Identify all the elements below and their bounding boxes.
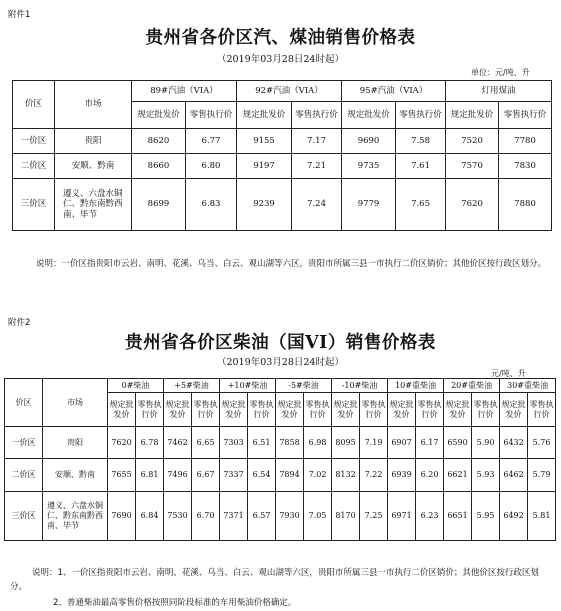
- price-cell: 6.67: [192, 459, 220, 492]
- price-cell: 6.78: [136, 427, 164, 459]
- price-cell: 8095: [332, 427, 360, 459]
- price-cell: 7780: [499, 129, 552, 154]
- table2-note-2: 2、普通柴油最高零售价格按照同阶段标准的车用柴油价格确定。: [53, 598, 297, 608]
- price-cell: 6.20: [416, 459, 444, 492]
- header-retail: 零售执行价: [416, 393, 444, 427]
- price-cell: 6.65: [192, 427, 220, 459]
- price-cell: 6907: [388, 427, 416, 459]
- price-cell: 8660: [132, 154, 186, 179]
- header-retail: 零售执行价: [186, 102, 237, 129]
- price-cell: 7303: [220, 427, 248, 459]
- zone-cell: 一价区: [13, 129, 55, 154]
- price-cell: 6.17: [416, 427, 444, 459]
- price-cell: 9779: [342, 179, 396, 231]
- price-cell: 9155: [237, 129, 292, 154]
- price-cell: 7570: [446, 154, 499, 179]
- price-cell: 6590: [444, 427, 472, 459]
- price-cell: 7858: [276, 427, 304, 459]
- header-group: 30#重柴油: [500, 379, 556, 393]
- market-cell: 安顺、黔南: [55, 154, 132, 179]
- price-cell: 7.02: [304, 459, 332, 492]
- annex-label-1: 附件1: [8, 10, 31, 20]
- price-cell: 8170: [332, 492, 360, 541]
- price-cell: 5.93: [472, 459, 500, 492]
- zone-cell: 一价区: [5, 427, 43, 459]
- header-group: 92#汽油（VIA）: [237, 81, 342, 102]
- table1-note: 说明：一价区指贵阳市云岩、南明、花溪、乌当、白云、观山湖等六区，贵阳市所属三县一市执行二价区销价；其他价区按行政区划分。: [36, 259, 547, 269]
- zone-cell: 三价区: [5, 492, 43, 541]
- price-cell: 7.65: [396, 179, 446, 231]
- table2-title: 贵州省各价区柴油（国VI）销售价格表: [125, 333, 436, 353]
- price-cell: 7337: [220, 459, 248, 492]
- price-cell: 7.05: [304, 492, 332, 541]
- price-cell: 5.90: [472, 427, 500, 459]
- table1-subtitle: （2019年03月28日24时起）: [217, 54, 344, 65]
- table-row: [13, 129, 552, 154]
- header-retail: 零售执行价: [192, 393, 220, 427]
- price-cell: 7.25: [360, 492, 388, 541]
- price-cell: 7930: [276, 492, 304, 541]
- price-cell: 6.70: [192, 492, 220, 541]
- header-retail: 零售执行价: [528, 393, 556, 427]
- price-cell: 8699: [132, 179, 186, 231]
- header-wholesale: 规定批发价: [220, 393, 248, 427]
- price-cell: 8132: [332, 459, 360, 492]
- table1-unit: 单位：元/吨、升: [471, 68, 530, 77]
- header-wholesale: 规定批发价: [276, 393, 304, 427]
- header-group: -10#柴油: [332, 379, 388, 393]
- annex-label-2: 附件2: [8, 318, 31, 328]
- header-wholesale: 规定批发价: [132, 102, 186, 129]
- price-cell: 5.79: [528, 459, 556, 492]
- price-cell: 5.95: [472, 492, 500, 541]
- table-row: [5, 492, 556, 541]
- price-cell: 6.80: [186, 154, 237, 179]
- header-wholesale: 规定批发价: [444, 393, 472, 427]
- header-retail: 零售执行价: [292, 102, 342, 129]
- header-group: 10#重柴油: [388, 379, 444, 393]
- market-cell: 贵阳: [55, 129, 132, 154]
- table2-subtitle: （2019年03月28日24时起）: [217, 357, 344, 368]
- price-cell: 7530: [164, 492, 192, 541]
- table1-title: 贵州省各价区汽、煤油销售价格表: [145, 28, 416, 48]
- price-cell: 8620: [132, 129, 186, 154]
- price-cell: 7.19: [360, 427, 388, 459]
- table-row: [13, 154, 552, 179]
- header-retail: 零售执行价: [499, 102, 552, 129]
- header-retail: 零售执行价: [248, 393, 276, 427]
- header-wholesale: 规定批发价: [164, 393, 192, 427]
- price-cell: 7371: [220, 492, 248, 541]
- header-wholesale: 规定批发价: [342, 102, 396, 129]
- market-cell: 遵义、六盘水铜仁、黔东南黔西南、毕节: [43, 492, 108, 541]
- price-cell: 7690: [108, 492, 136, 541]
- header-market: 市场: [55, 81, 132, 129]
- price-cell: 7.17: [292, 129, 342, 154]
- market-cell: 遵义、六盘水铜仁、黔东南黔西南、毕节: [55, 179, 132, 231]
- header-group: 89#汽油（VIA）: [132, 81, 237, 102]
- header-wholesale: 规定批发价: [108, 393, 136, 427]
- header-group: 灯用煤油: [446, 81, 552, 102]
- price-cell: 6.51: [248, 427, 276, 459]
- price-cell: 7655: [108, 459, 136, 492]
- header-wholesale: 规定批发价: [237, 102, 292, 129]
- header-zone: 价区: [13, 81, 55, 129]
- price-cell: 6.98: [304, 427, 332, 459]
- diesel-price-table: [4, 378, 556, 541]
- price-cell: 6939: [388, 459, 416, 492]
- price-cell: 6432: [500, 427, 528, 459]
- table-row: [13, 179, 552, 231]
- price-cell: 6.77: [186, 129, 237, 154]
- header-group: +5#柴油: [164, 379, 220, 393]
- header-group: +10#柴油: [220, 379, 276, 393]
- price-cell: 6492: [500, 492, 528, 541]
- market-cell: 贵阳: [43, 427, 108, 459]
- price-cell: 6.23: [416, 492, 444, 541]
- price-cell: 7.58: [396, 129, 446, 154]
- zone-cell: 二价区: [13, 154, 55, 179]
- price-cell: 5.81: [528, 492, 556, 541]
- price-cell: 7830: [499, 154, 552, 179]
- price-cell: 7894: [276, 459, 304, 492]
- header-wholesale: 规定批发价: [332, 393, 360, 427]
- header-retail: 零售执行价: [360, 393, 388, 427]
- price-cell: 7620: [108, 427, 136, 459]
- header-group: 20#重柴油: [444, 379, 500, 393]
- zone-cell: 三价区: [13, 179, 55, 231]
- price-cell: 6462: [500, 459, 528, 492]
- price-cell: 7462: [164, 427, 192, 459]
- price-cell: 6621: [444, 459, 472, 492]
- price-cell: 7520: [446, 129, 499, 154]
- gasoline-price-table: [12, 80, 552, 231]
- price-cell: 9735: [342, 154, 396, 179]
- header-wholesale: 规定批发价: [500, 393, 528, 427]
- zone-cell: 二价区: [5, 459, 43, 492]
- header-wholesale: 规定批发价: [446, 102, 499, 129]
- price-cell: 7.61: [396, 154, 446, 179]
- header-group: 95#汽油（VIA）: [342, 81, 446, 102]
- header-retail: 零售执行价: [396, 102, 446, 129]
- price-cell: 9690: [342, 129, 396, 154]
- header-market: 市场: [43, 379, 108, 427]
- price-cell: 9239: [237, 179, 292, 231]
- table-row: [5, 427, 556, 459]
- table-row: [5, 459, 556, 492]
- price-cell: 7.22: [360, 459, 388, 492]
- header-retail: 零售执行价: [136, 393, 164, 427]
- header-group: -5#柴油: [276, 379, 332, 393]
- header-group: 0#柴油: [108, 379, 164, 393]
- price-cell: 7.21: [292, 154, 342, 179]
- market-cell: 安顺、黔南: [43, 459, 108, 492]
- price-cell: 5.76: [528, 427, 556, 459]
- price-cell: 7620: [446, 179, 499, 231]
- price-cell: 6.81: [136, 459, 164, 492]
- header-retail: 零售执行价: [304, 393, 332, 427]
- header-zone: 价区: [5, 379, 43, 427]
- table2-note-1: 说明：1、一价区指贵阳市云岩、南明、花溪、乌当、白云、观山湖等六区，贵阳市所属三县一市执行二价区销价；其他价区按行政区划分。: [10, 568, 539, 593]
- header-wholesale: 规定批发价: [388, 393, 416, 427]
- price-cell: 9197: [237, 154, 292, 179]
- header-retail: 零售执行价: [472, 393, 500, 427]
- price-cell: 6651: [444, 492, 472, 541]
- price-cell: 7496: [164, 459, 192, 492]
- price-cell: 6.54: [248, 459, 276, 492]
- price-cell: 6.83: [186, 179, 237, 231]
- price-cell: 6971: [388, 492, 416, 541]
- price-cell: 6.84: [136, 492, 164, 541]
- table2-unit: 元/吨、升: [491, 369, 526, 378]
- price-cell: 7880: [499, 179, 552, 231]
- price-cell: 7.24: [292, 179, 342, 231]
- price-cell: 6.57: [248, 492, 276, 541]
